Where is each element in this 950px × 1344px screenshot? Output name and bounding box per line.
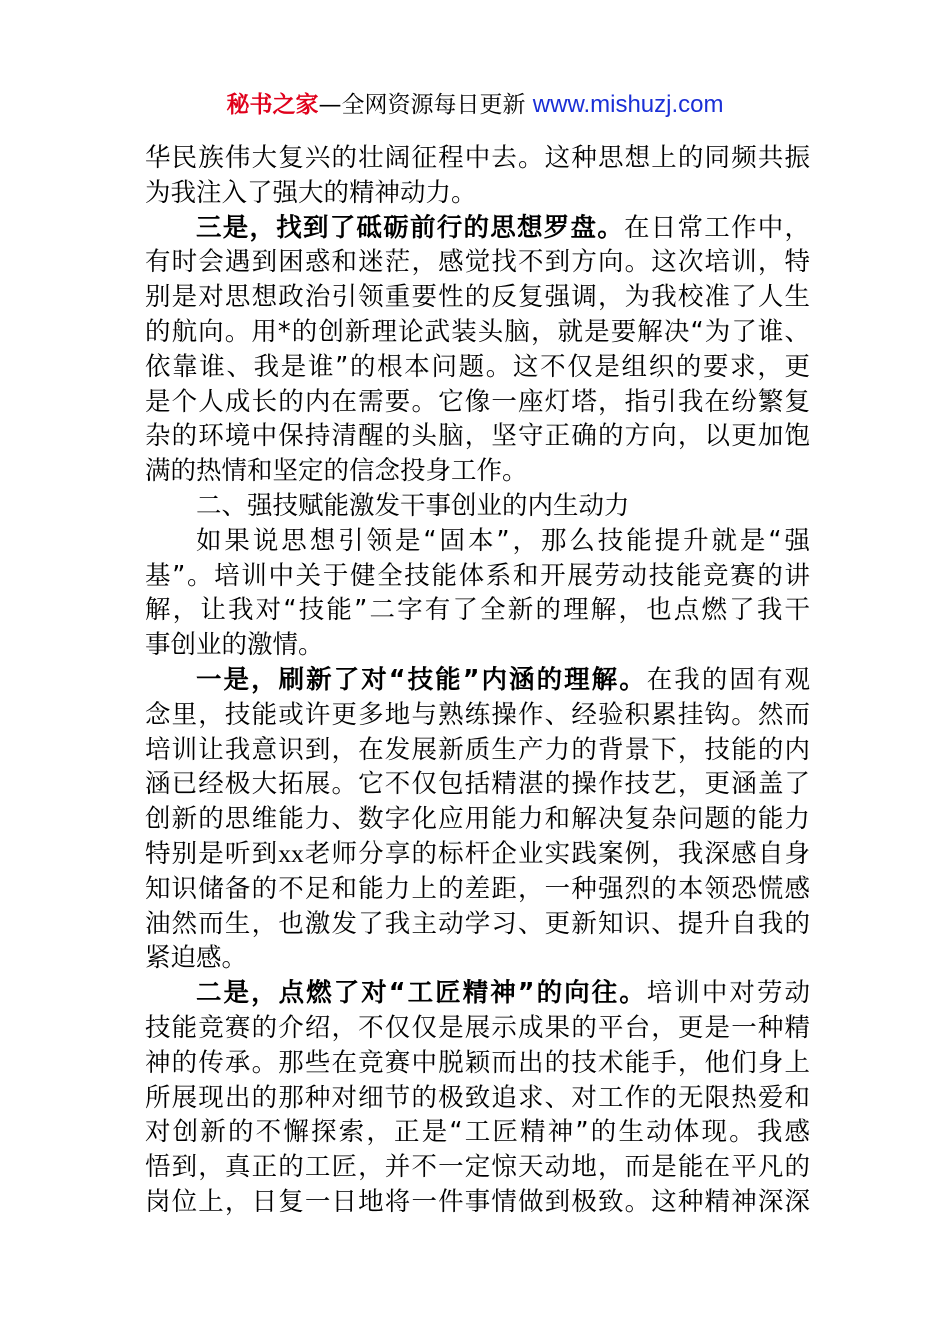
text-line: 创新的思维能力、数字化应用能力和解决复杂问题的能力 (145, 804, 810, 835)
text-line: 涵已经极大拓展。它不仅包括精湛的操作技艺，更涵盖了 (145, 769, 810, 800)
page-header (0, 88, 950, 122)
text-fragment: 老师分享的标杆企业实践案例，我深感自身 (303, 838, 810, 869)
text-line: 培训让我意识到，在发展新质生产力的背景下，技能的内 (145, 734, 810, 765)
text-line: 基”。培训中关于健全技能体系和开展劳动技能竞赛的讲 (145, 560, 810, 591)
text-line: 别是对思想政治引领重要性的反复强调，为我校准了人生 (145, 282, 810, 313)
text-line: 的航向。用*的创新理论武装头脑，就是要解决“为了谁、 (145, 316, 810, 347)
text-line: 油然而生，也激发了我主动学习、更新知识、提升自我的 (145, 908, 810, 939)
text-fragment: 培训中对劳动 (646, 978, 810, 1009)
text-line: 技能竞赛的介绍，不仅仅是展示成果的平台，更是一种精 (145, 1012, 810, 1043)
point-heading: 三是，找到了砥砺前行的思想罗盘。 (196, 212, 624, 243)
website-link[interactable]: www.mishuzj.com (532, 91, 724, 118)
text-line: 知识储备的不足和能力上的差距，一种强烈的本领恐慌感 (145, 873, 810, 904)
text-line: 华民族伟大复兴的壮阔征程中去。这种思想上的同频共振 (145, 143, 810, 173)
point-heading: 二是，点燃了对“工匠精神”的向往。 (196, 978, 647, 1009)
text-line (145, 211, 810, 246)
text-line: 依靠谁、我是谁”的根本问题。这不仅是组织的要求，更 (145, 351, 810, 382)
text-fragment: xx (278, 838, 304, 868)
text-line: 如果说思想引领是“固本”，那么技能提升就是“强 (196, 525, 810, 556)
point-heading: 一是，刷新了对“技能”内涵的理解。 (196, 664, 647, 695)
text-line: 为我注入了强大的精神动力。 (145, 177, 477, 208)
text-line: 有时会遇到困惑和迷茫，感觉找不到方向。这次培训，特 (145, 247, 810, 278)
document-body (145, 141, 810, 1220)
text-line: 事创业的激情。 (145, 630, 324, 661)
text-line: 岗位上，日复一日地将一件事情做到极致。这种精神深深 (145, 1186, 810, 1217)
text-line: 杂的环境中保持清醒的头脑，坚守正确的方向，以更加饱 (145, 421, 810, 452)
text-line (145, 837, 810, 872)
header-tagline: —全网资源每日更新 (318, 92, 526, 118)
text-line: 满的热情和坚定的信念投身工作。 (145, 456, 528, 487)
text-line: 悟到，真正的工匠，并不一定惊天动地，而是能在平凡的 (145, 1152, 810, 1183)
brand-name: 秘书之家 (226, 92, 319, 118)
text-line: 所展现出的那种对细节的极致追求、对工作的无限热爱和 (145, 1082, 810, 1113)
text-line: 念里，技能或许更多地与熟练操作、经验积累挂钩。然而 (145, 699, 810, 730)
text-line: 是个人成长的内在需要。它像一座灯塔，指引我在纷繁复 (145, 386, 810, 417)
text-line: 解，让我对“技能”二字有了全新的理解，也点燃了我干 (145, 595, 810, 626)
text-fragment: 特别是听到 (145, 838, 279, 869)
text-fragment: 在我的固有观 (646, 664, 810, 695)
section-heading: 二、强技赋能激发干事创业的内生动力 (196, 490, 630, 521)
text-line: 对创新的不懈探索，正是“工匠精神”的生动体现。我感 (145, 1117, 810, 1148)
text-fragment: 在日常工作中， (623, 212, 810, 243)
text-line: 神的传承。那些在竞赛中脱颖而出的技术能手，他们身上 (145, 1047, 810, 1078)
text-line: 紧迫感。 (145, 943, 248, 974)
text-line (145, 976, 810, 1011)
text-line (145, 663, 810, 698)
